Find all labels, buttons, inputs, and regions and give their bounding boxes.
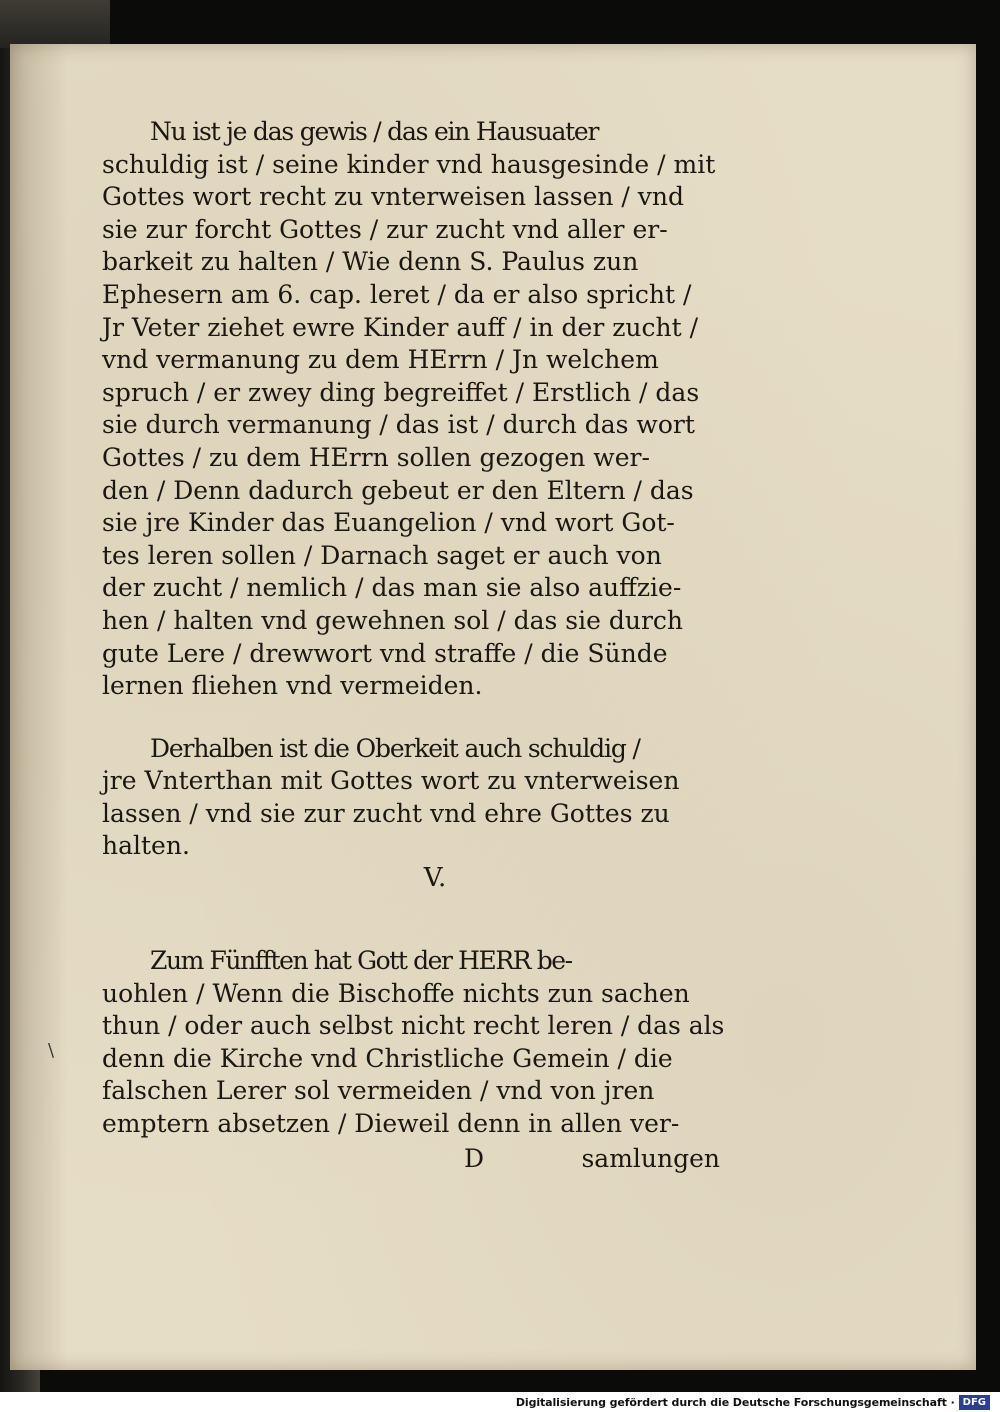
text-line: lassen / vnd sie zur zucht vnd ehre Gottes zu [102, 798, 670, 828]
catchword: samlungen [581, 1143, 720, 1173]
section-heading: V. [423, 863, 447, 894]
text-line: sie durch vermanung / das ist / durch das wort [102, 410, 695, 440]
text-line: Derhalben ist die Oberkeit auch schuldig / [150, 733, 640, 763]
book-page [10, 44, 976, 1370]
text-line: emptern absetzen / Dieweil denn in allen ver- [102, 1109, 680, 1139]
text-line: schuldig ist / seine kinder vnd hausgesinde / mit [102, 149, 716, 179]
signature-mark: D [464, 1143, 485, 1173]
text-line: jre Vnterthan mit Gottes wort zu vnterweisen [102, 766, 680, 796]
text-line: Gottes / zu dem HErrn sollen gezogen wer- [102, 442, 650, 472]
text-line: sie jre Kinder das Euangelion / vnd wort Got- [102, 508, 675, 538]
text-block [102, 116, 724, 1177]
page-foot [102, 1143, 724, 1177]
paragraph [102, 116, 724, 703]
text-line: halten. [102, 831, 190, 861]
text-line: hen / halten vnd gewehnen sol / das sie durch [102, 605, 684, 635]
text-line: Ephesern am 6. cap. leret / da er also spricht / [102, 279, 692, 309]
paragraph [102, 733, 724, 863]
text-line: den / Denn dadurch gebeut er den Eltern / das [102, 475, 694, 505]
text-line: denn die Kirche vnd Christliche Gemein / die [102, 1043, 673, 1073]
text-line: Jr Veter ziehet ewre Kinder auff / in der zucht / [102, 312, 699, 342]
text-line: uohlen / Wenn die Bischoffe nichts zun sachen [102, 978, 690, 1008]
text-line: thun / oder auch selbst nicht recht leren / das als [102, 1011, 725, 1041]
book-spine [0, 0, 110, 48]
text-line: vnd vermanung zu dem HErrn / Jn welchem [102, 345, 659, 375]
text-line: Gottes wort recht zu vnterweisen lassen / vnd [102, 182, 685, 212]
paragraph [102, 945, 724, 1141]
funding-credit: Digitalisierung gefördert durch die Deutsche Forschungsgemeinschaft · [515, 1395, 955, 1409]
text-line: falschen Lerer sol vermeiden / vnd von jren [102, 1076, 655, 1106]
text-line: lernen fliehen vnd vermeiden. [102, 671, 483, 701]
footer-bar [0, 1392, 1000, 1412]
text-line: Zum Fünfften hat Gott der HERR be- [150, 946, 572, 976]
text-line: Nu ist je das gewis / das ein Hausuater [150, 117, 599, 146]
dfg-logo: DFG [959, 1395, 990, 1410]
text-line: spruch / er zwey ding begreiffet / Erstlich / das [102, 377, 700, 407]
margin-mark: \ [48, 1040, 55, 1061]
text-line: tes leren sollen / Darnach saget er auch von [102, 540, 662, 570]
text-line: der zucht / nemlich / das man sie also auffzie- [102, 573, 682, 603]
text-line: sie zur forcht Gottes / zur zucht vnd aller er- [102, 214, 668, 244]
text-line: barkeit zu halten / Wie denn S. Paulus zun [102, 247, 639, 277]
text-line: gute Lere / drewwort vnd straffe / die Sünde [102, 638, 668, 668]
